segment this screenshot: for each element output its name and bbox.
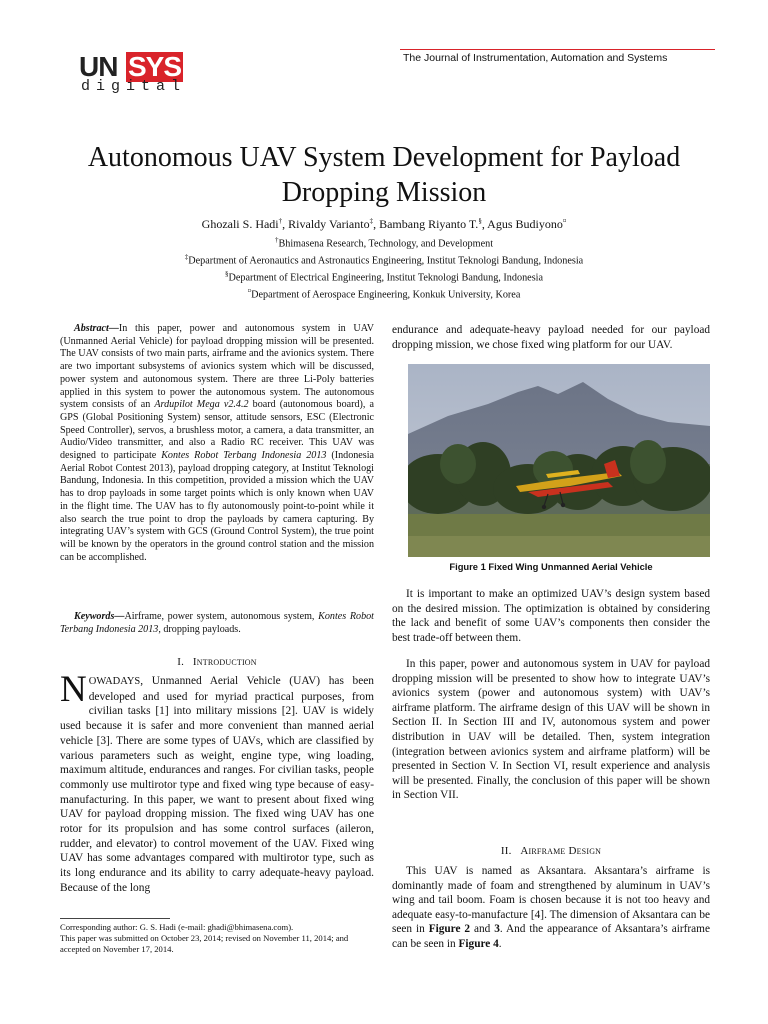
abstract-text-2: board (autonomous board), a GPS (Global Positioning System) sensor, attitude sensors, ESC (Electronic Speed Controller), servos, a brushless motor, a camera, a data transmitter, an Audio/Video transmitter, and also a Radio RC receiver. This UAV was designed to participate <box>60 399 374 462</box>
abstract-italic-2: Kontes Robot Terbang Indonesia 2013 <box>161 450 327 462</box>
author-4-mark: ¤ <box>562 217 567 225</box>
affiliation-mark: ¤ <box>247 287 252 295</box>
author-1: Ghozali S. Hadi <box>201 217 279 231</box>
section-title: Airframe Design <box>520 845 602 857</box>
uav-photo <box>408 364 710 557</box>
footnote-line-2: This paper was submitted on October 23, 2014; revised on November 11, 2014; and accepted on November 17, 2014. <box>60 933 349 954</box>
abstract-text-3: (Indonesia Aerial Robot Contest 2013), payload dropping category, at Institut Teknologi Bandung, Indonesia. In this competition, provided a mission which the UAV has to drop payloads in some target points which is only known when UAV in the flight time. The UAV has to fly autonomously point-to-point while it also search the true point to drop the payloads by camera capturing. By integrating UAV’s system with GCS (Ground Control System), the true point will be known by the operators in the ground control station and the mission can be accomplished. <box>60 450 374 563</box>
title-line-1: Autonomous UAV System Development for Payload <box>87 142 681 173</box>
figure-4-ref: Figure 4 <box>458 937 499 950</box>
intro-continuation: endurance and adequate-heavy payload needed for our payload dropping mission, we chose fixed wing platform for our UAV. <box>392 324 710 351</box>
uav-photo-figure <box>408 364 710 557</box>
figure-1-caption: Figure 1 Fixed Wing Unmanned Aerial Vehicle <box>449 561 653 572</box>
paragraph-paper-overview: In this paper, power and autonomous system in UAV for payload dropping mission will be presented to show how to integrate UAV’s avionics system (power and autonomous system) with UAV’s airframe platform. The airframe design of this UAV will be shown in Section II. In Section III and IV, autonomous system and power distribution in UAV will be detailed. Then, system integration (integration between avionics system and airframe platform) will be presented in Section V. In Section VI, result experience and analysis will be presented. Finally, the conclusion of this paper will be shown in Section VII. <box>392 658 710 802</box>
section-number: I. <box>177 656 185 668</box>
affiliation-text: Department of Aeronautics and Astronautics Engineering, Institut Teknologi Bandung, Indonesia <box>188 255 584 267</box>
author-3: , Bambang Riyanto T. <box>373 217 479 231</box>
footnote-line-1: Corresponding author: G. S. Hadi (e-mail: ghadi@bhimasena.com). <box>60 922 294 932</box>
abstract-italic-1: Ardupilot Mega v2.4.2 <box>154 399 249 411</box>
drop-cap: N <box>60 669 87 710</box>
affiliation-mark: § <box>224 270 229 278</box>
keywords-text-2: , dropping payloads. <box>158 623 241 635</box>
affiliation-text: Department of Electrical Engineering, Institut Teknologi Bandung, Indonesia <box>228 272 544 284</box>
introduction-paragraph <box>60 669 374 896</box>
paragraph-airframe <box>392 864 710 952</box>
section-number: II. <box>500 845 512 857</box>
abstract <box>60 323 374 564</box>
abstract-label: Abstract— <box>74 323 119 334</box>
airframe-text-3: . And the appearance of Aksantara’s airframe can be seen in <box>392 923 710 950</box>
journal-name: The Journal of Instrumentation, Automation and Systems <box>403 52 668 64</box>
figure-3-ref: 3 <box>494 923 500 936</box>
paragraph-design-optimization: It is important to make an optimized UAV’s design system based on the desired mission. The optimization is obtained by considering the lack and benefit of some UAV’s components then consider the best trade-off between them. <box>392 588 710 644</box>
keywords-label: Keywords— <box>74 611 125 622</box>
header-rule <box>400 49 715 50</box>
author-list <box>40 217 728 232</box>
abstract-text-1: In this paper, power and autonomous system in UAV (Unmanned Aerial Vehicle) for payload dropping mission will be presented. The UAV consists of two main parts, airframe and the avionics system. There are two important subsystems of avionics system which will be discussed, power system and autonomous system. There are three Li-Poly batteries applied in this system to power the autonomous system. The autonomous system consists of an <box>60 323 374 411</box>
affiliation-mark: ‡ <box>184 253 189 261</box>
keywords-italic: Kontes Robot Terbang Indonesia 2013 <box>60 611 374 635</box>
affiliation-2 <box>40 253 728 266</box>
keywords-text-1: Airframe, power system, autonomous system, <box>124 611 319 622</box>
affiliation-4 <box>40 287 728 300</box>
title-line-2: Dropping Mission <box>281 177 487 208</box>
paper-title <box>40 140 728 210</box>
intro-lead: OWADAYS <box>88 676 141 687</box>
unsys-digital-logo <box>79 52 189 94</box>
airframe-text-2: and <box>470 923 495 936</box>
author-2: , Rivaldy Varianto <box>282 217 370 231</box>
keywords <box>60 611 374 636</box>
affiliation-mark: † <box>274 236 279 244</box>
section-heading-airframe <box>392 845 710 857</box>
section-heading-introduction <box>60 656 374 668</box>
section-title: Introduction <box>192 656 257 668</box>
footnote <box>60 922 374 955</box>
logo-digital-text: digital <box>81 78 187 95</box>
affiliation-text: Department of Aerospace Engineering, Konkuk University, Korea <box>251 289 521 301</box>
author-3-mark: § <box>478 217 482 225</box>
footnote-rule <box>60 918 170 919</box>
intro-body: , Unmanned Aerial Vehicle (UAV) has been developed and used for myriad practical purposes, from civilian tasks [1] into military missions [2]. UAV is widely used because it is safer and more convenient than manned aerial vehicle [3]. There are some types of UAVs, which are classified by various parameters such as weight, engine type, wing loading, maximum altitude, endurances and ranges. For civilian tasks, people commonly use multirotor type and fixed wing type because of easy-manufacturing. In this paper, we want to present about fixed wing UAV for payload dropping mission. The fixed wing UAV has one rotor for its propulsion and has some control surfaces (aileron, rudder, and elevator) to control movement of the UAV. Fixed wing UAV has some advantages compared with multirotor type, such as its long endurance and its ability to carry adequate-heavy payload. Because of the long <box>60 675 374 894</box>
airframe-text-1: This UAV is named as Aksantara. Aksantara’s airframe is dominantly made of foam and strengthened by aluminum in UAV’s wing and tail boom. Foam is chosen because it is not too heavy and adequate easy-to-manufacture [4]. The dimension of Aksantara can be seen in <box>392 865 710 936</box>
author-2-mark: ‡ <box>369 217 374 225</box>
author-4: , Agus Budiyono <box>481 217 563 231</box>
affiliation-3 <box>40 270 728 283</box>
affiliation-text: Bhimasena Research, Technology, and Development <box>278 238 494 250</box>
logo-un-text: UN <box>79 51 118 82</box>
airframe-text-4: . <box>498 937 502 950</box>
figure-2-ref: Figure 2 <box>428 923 471 936</box>
affiliation-1 <box>40 236 728 249</box>
author-1-mark: † <box>278 217 283 225</box>
logo-sys-text: SYS <box>128 51 182 82</box>
